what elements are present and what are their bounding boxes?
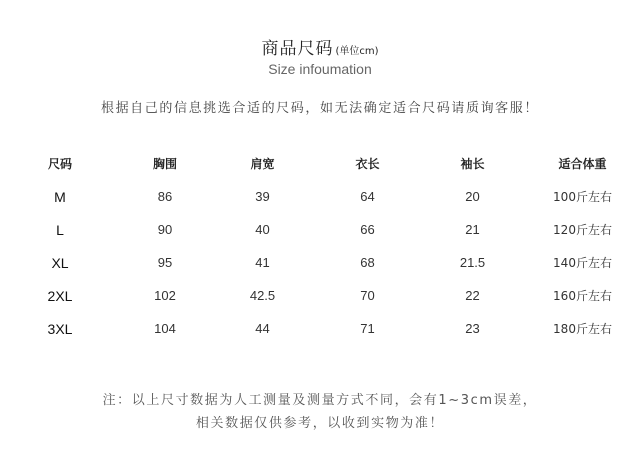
page-title-text: 商品尺码 — [261, 39, 334, 59]
page-title — [0, 34, 640, 59]
sleeve-cell: 21.5 — [459, 255, 486, 270]
column-header-length: 衣长 — [355, 156, 380, 171]
column-header-sleeve: 袖长 — [460, 156, 485, 171]
table-row — [0, 246, 640, 279]
length-cell: 71 — [360, 321, 375, 336]
weight-cell: 120斤左右 — [553, 223, 612, 237]
chest-cell: 104 — [154, 321, 176, 336]
table-row — [0, 180, 640, 213]
shoulder-cell: 44 — [255, 321, 270, 336]
length-cell: 68 — [360, 255, 375, 270]
shoulder-cell: 40 — [255, 222, 270, 237]
chest-cell: 86 — [157, 189, 173, 204]
size-table — [0, 146, 640, 345]
length-cell: 66 — [360, 222, 375, 237]
sleeve-cell: 21 — [465, 222, 480, 237]
shoulder-cell: 42.5 — [249, 288, 276, 303]
size-cell: 3XL — [47, 320, 73, 337]
weight-cell: 140斤左右 — [553, 256, 612, 270]
size-cell: M — [54, 188, 66, 205]
size-cell: XL — [51, 254, 69, 271]
column-header-chest: 胸围 — [152, 156, 177, 171]
page-subtitle: Size infoumation — [268, 61, 372, 77]
length-cell: 64 — [360, 189, 375, 204]
table-header-row — [0, 146, 640, 180]
intro-text: 根据自己的信息挑选合适的尺码，如无法确定适合尺码请质询客服！ — [100, 101, 539, 116]
chest-cell: 90 — [157, 222, 173, 237]
size-cell: L — [56, 221, 64, 238]
disclaimer-note-line-1: 注：以上尺寸数据为人工测量及测量方式不同，会有1~3cm误差， — [102, 393, 538, 408]
sleeve-cell: 23 — [465, 321, 480, 336]
table-row — [0, 213, 640, 246]
table-row — [0, 312, 640, 345]
sleeve-cell: 20 — [465, 189, 480, 204]
weight-cell: 100斤左右 — [553, 190, 612, 204]
column-header-shoulder: 肩宽 — [250, 156, 275, 171]
table-row — [0, 279, 640, 312]
chest-cell: 102 — [154, 288, 176, 303]
disclaimer-note-line-2: 相关数据仅供参考，以收到实物为准！ — [195, 416, 445, 431]
size-cell: 2XL — [47, 287, 73, 304]
column-header-size: 尺码 — [47, 156, 72, 171]
chest-cell: 95 — [157, 255, 173, 270]
shoulder-cell: 41 — [255, 255, 270, 270]
unit-label: (单位cm) — [335, 46, 379, 57]
weight-cell: 160斤左右 — [553, 289, 612, 303]
column-header-weight: 适合体重 — [558, 156, 607, 171]
shoulder-cell: 39 — [255, 189, 270, 204]
weight-cell: 180斤左右 — [553, 322, 612, 336]
length-cell: 70 — [360, 288, 375, 303]
sleeve-cell: 22 — [465, 288, 480, 303]
